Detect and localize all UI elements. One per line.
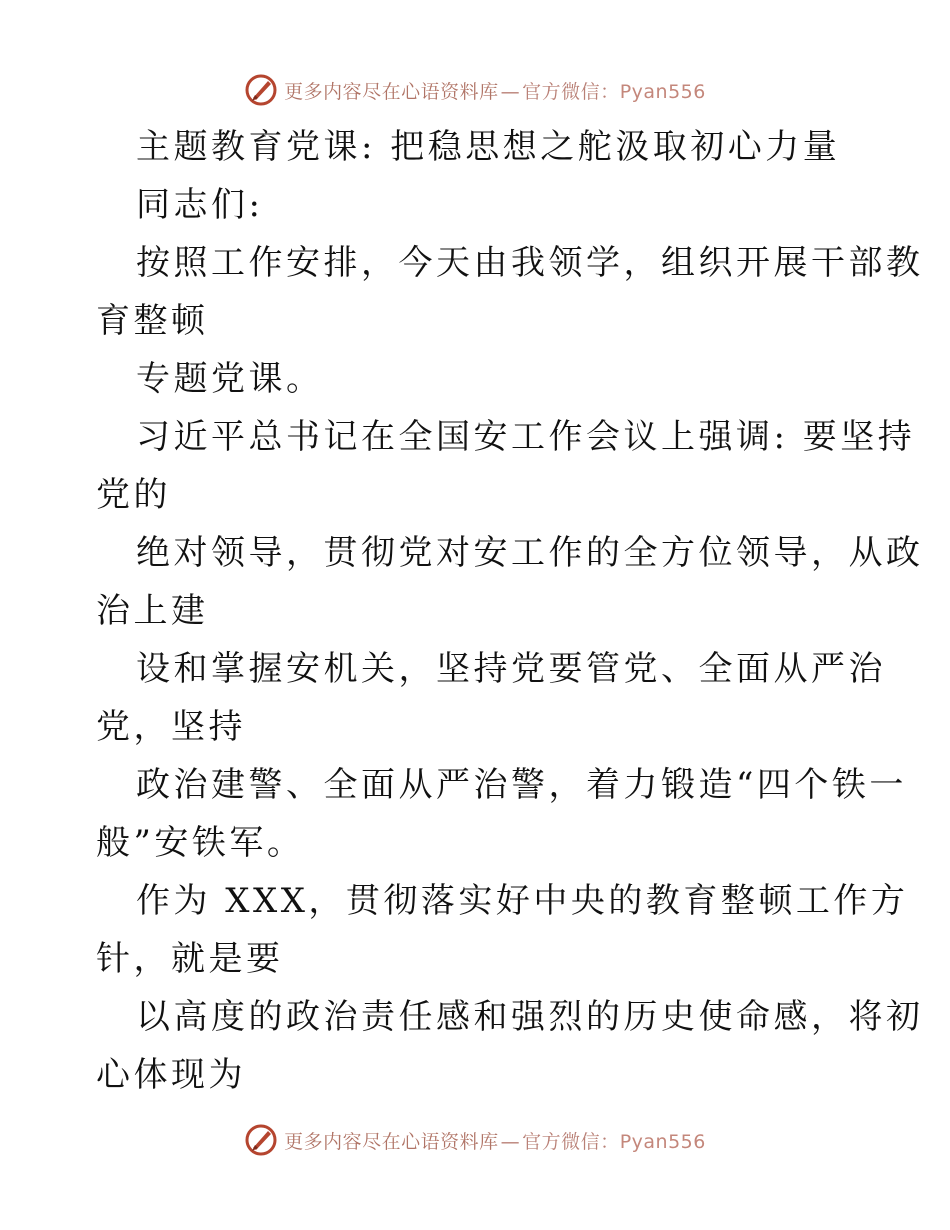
paragraph-line: 治上建 (96, 591, 209, 631)
watermark-site-text: 更多内容尽在心语资料库 (284, 80, 499, 103)
watermark-text (284, 1127, 706, 1154)
watermark-text (284, 77, 706, 104)
watermark-site-text: 更多内容尽在心语资料库 (284, 1130, 499, 1153)
paragraph-line: 般”安铁军。 (96, 823, 305, 863)
salutation: 同志们: (136, 185, 264, 225)
watermark-separator: — (500, 80, 521, 103)
quill-pen-icon (244, 73, 278, 107)
paragraph-line: 针，就是要 (96, 939, 284, 979)
paragraph-line: 政治建警、全面从严治警，着力锻造“四个铁一 (136, 765, 907, 805)
document-title: 主题教育党课: 把稳思想之舵汲取初心力量 (136, 127, 841, 167)
watermark-wechat-label: 官方微信： (522, 1130, 620, 1153)
paragraph-line: 绝对领导，贯彻党对安工作的全方位领导，从政 (136, 533, 924, 573)
paragraph-line: 设和掌握安机关，坚持党要管党、全面从严治 (136, 649, 886, 689)
paragraph-line: 心体现为 (96, 1055, 246, 1095)
paragraph-line: 以高度的政治责任感和强烈的历史使命感，将初 (136, 997, 924, 1037)
watermark-separator: — (500, 1130, 521, 1153)
quill-pen-icon (244, 1123, 278, 1157)
watermark-handle: Pyan556 (619, 80, 706, 103)
paragraph-line: 育整顿 (96, 301, 209, 341)
paragraph-line: 习近平总书记在全国安工作会议上强调: 要坚持 (136, 417, 916, 457)
watermark-handle: Pyan556 (619, 1130, 706, 1153)
document-body (96, 118, 924, 1104)
paragraph-line: 按照工作安排，今天由我领学，组织开展干部教 (136, 243, 924, 283)
paragraph-line: 党，坚持 (96, 707, 246, 747)
watermark-wechat-label: 官方微信： (522, 80, 620, 103)
footer-watermark (0, 1120, 950, 1160)
paragraph-line: 专题党课。 (136, 359, 324, 399)
paragraph-line: 党的 (96, 475, 171, 515)
header-watermark (0, 70, 950, 110)
paragraph-line: 作为 XXX，贯彻落实好中央的教育整顿工作方 (136, 881, 909, 921)
